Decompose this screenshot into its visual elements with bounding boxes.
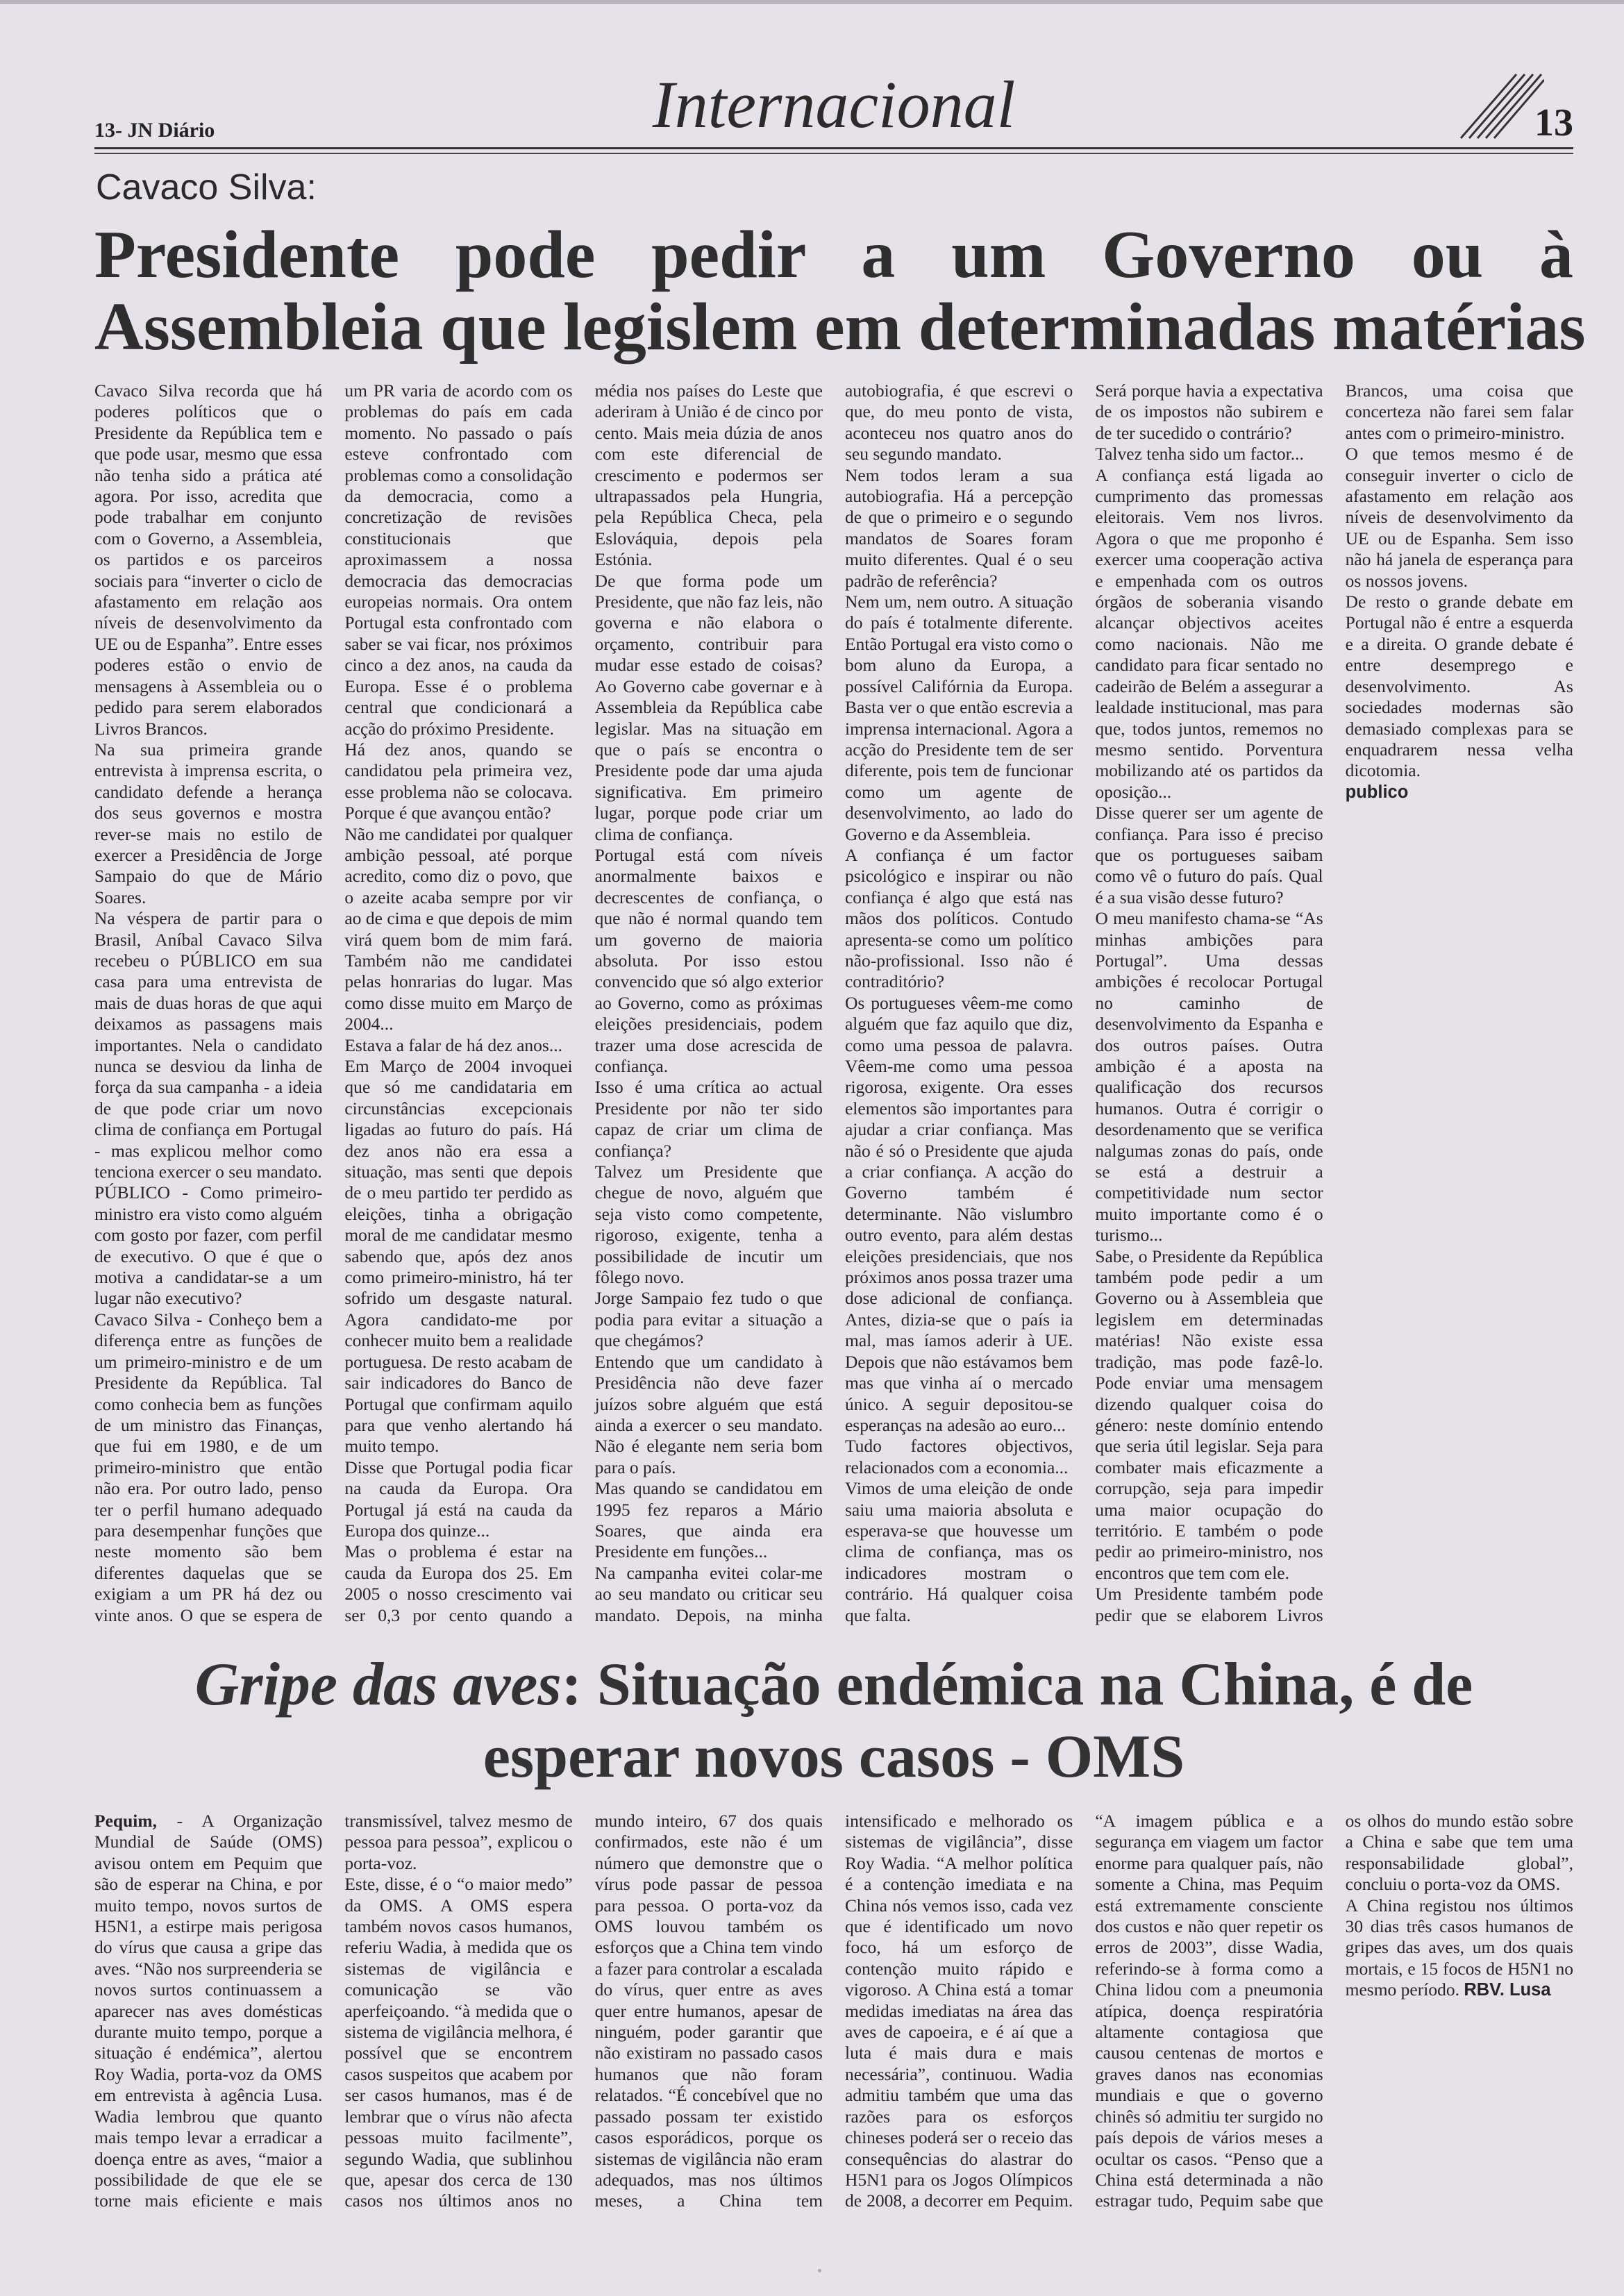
- article-paragraph: De resto o grande debate em Portugal não é entre a esquerda e a direita. O grande debate é entre desemprego e desenvolvimento. As sociedades modernas são demasiado complexas para se enquadrarem nessa velha dicotomia.: [1345, 592, 1573, 781]
- article-paragraph: Na véspera de partir para o Brasil, Aníbal Cavaco Silva recebeu o PÚBLICO em sua casa para uma entrevista de mais de duas horas de que aqui deixamos as passagens mais importantes. Nela o candidato nunca se desviou da linha de força da sua campanha - a ideia de que pode criar um novo clima de confiança em Portugal - mas explicou melhor como tenciona exercer o seu mandato.: [94, 908, 323, 1182]
- article-paragraph: O que temos mesmo é de conseguir inverter o ciclo de afastamento em relação aos níveis de desenvolvimento da UE ou de Espanha. Sem isso não há janela de esperança para os nossos jovens.: [1345, 444, 1573, 591]
- article-signature: RBV. Lusa: [1464, 1980, 1551, 2000]
- masthead-rule-secondary: [94, 153, 1573, 154]
- article-paragraph: Isso é uma crítica ao actual Presidente por não ter sido capaz de criar um clima de confiança?: [594, 1077, 823, 1161]
- article-paragraph: Há dez anos, quando se candidatou pela primeira vez, esse problema não se colocava. Porque é que avançou então?: [344, 739, 573, 823]
- article-paragraph: Nem todos leram a sua autobiografia. Há a percepção de que o primeiro e o segundo mandatos de Soares foram muito diferentes. Qual é o seu padrão de referência?: [844, 464, 1073, 591]
- article-paragraph: Tudo factores objectivos, relacionados com a economia...: [844, 1436, 1073, 1477]
- article-paragraph: Sabe, o Presidente da República também pode pedir a um Governo ou à Assembleia que legislem em determinadas matérias! Não existe essa tradição, mas pode fazê-lo. Pode enviar uma mensagem dizendo qualquer coisa do género: neste domínio entendo que seria útil legislar. Seja para combater mais eficazmente a corrupção, seja para impedir uma maior ocupação do território. E também o pode pedir ao primeiro-ministro, nos encontros que tem com ele.: [1095, 1246, 1323, 1583]
- article-paragraph: Mas o problema é estar na cauda da Europa dos 25. Em 2005 o nosso crescimento vai ser 0,3 por cento quando a média nos países do Leste que aderiram à União é de cinco por cento. Mais meia dúzia de anos com este diferencial de crescimento e podermos ser ultrapassados pela Hungria, pela República Checa, pela Eslováquia, depois pela Estónia.: [344, 380, 823, 1625]
- article-paragraph: Disse que Portugal podia ficar na cauda da Europa. Ora Portugal já está na cauda da Europa dos quinze...: [344, 1457, 573, 1541]
- headline-line: Assembleia que legislem em determinadas matérias: [94, 290, 1586, 364]
- headline-topic: Gripe das aves: [194, 1651, 562, 1718]
- article-paragraph: Em Março de 2004 invoquei que só me candidataria em circunstâncias excepcionais ligadas ao futuro do país. Há dez anos não era essa a situação, mas senti que depois de o meu partido ter perdido as eleições, tinha a obrigação moral de me candidatar mesmo sabendo que, após dez anos como primeiro-ministro, há ter sofrido um desgaste natural. Agora candidato-me por conhecer muito bem a realidade portuguesa. De resto acabam de sair indicadores do Banco de Portugal que confirmam aquilo para que venho alertando há muito tempo.: [344, 1056, 573, 1457]
- article-signature: publico: [1345, 782, 1409, 802]
- article-paragraph: Portugal está com níveis anormalmente baixos e decrescentes de confiança, o que não é normal quando tem um governo de maioria absoluta. Por isso estou convencido que só algo exterior ao Governo, como as próximas eleições presidenciais, podem trazer uma dose acrescida de confiança.: [594, 844, 823, 1076]
- article-paragraph: Estava a falar de há dez anos...: [344, 1034, 562, 1055]
- second-article-headline: [94, 1649, 1573, 1793]
- article-paragraph: A confiança está ligada ao cumprimento das promessas eleitorais. Vem nos livros. Agora o que me proponho é exercer uma cooperação activa e empenhada com os outros órgãos de soberania visando alcançar objectivos aceites como nacionais. Não me candidato para ficar sentado no cadeirão de Belém a assegurar a lealdade institucional, mas para que, todos juntos, rememos no mesmo sentido. Porventura mobilizando até os partidos da oposição...: [1095, 464, 1323, 802]
- article-paragraph: A confiança é um factor psicológico e inspirar ou não confiança é algo que está nas mãos dos políticos. Contudo apresenta-se como um político não-profissional. Isso não é contraditório?: [844, 844, 1073, 992]
- article-final-paragraph: [1346, 782, 1573, 803]
- article-paragraph-text: - A Organização Mundial de Saúde (OMS) avisou ontem em Pequim que são de esperar na China, e por muito tempo, novos surtos de H5N1, a estirpe mais perigosa do vírus que causa a gripe das aves. “Não nos surpreenderia se novos surtos continuassem a aparecer nas aves domésticas durante muito tempo, porque a situação é endémica”, alertou Roy Wadia, porta-voz da OMS em entrevista à agência Lusa. Wadia lembrou que quanto mais tempo levar a erradicar a doença entre as aves, “maior a possibilidade de que ele se torne mais eficiente e mais transmissível, talvez mesmo de pessoa para pessoa”, explicou o porta-voz.: [94, 1811, 573, 2211]
- article-paragraph: Nem um, nem outro. A situação do país é totalmente diferente. Então Portugal era visto como o bom aluno da Europa, a possível Califórnia da Europa. Basta ver o que então escrevia a imprensa internacional. Agora a acção do Presidente tem de ser diferente, pois tem de funcionar como um agente de desenvolvimento, ao lado do Governo e da Assembleia.: [844, 592, 1073, 844]
- article-paragraph: Talvez um Presidente que chegue de novo, alguém que seja visto como competente, rigoroso, exigente, tenha a possibilidade de incutir um fôlego novo.: [594, 1162, 823, 1288]
- dateline: Pequim,: [94, 1811, 157, 1831]
- article-paragraph: De que forma pode um Presidente, que não faz leis, não governa e não elabora o orçamento, contribuir para mudar esse estado de coisas? Ao Governo cabe governar e à Assembleia da República cabe legislar. Mas na situação em que o país se encontra o Presidente pode dar uma ajuda significativa. Em primeiro lugar, porque pode criar um clima de confiança.: [594, 570, 823, 844]
- article-kicker: Cavaco Silva:: [96, 167, 317, 208]
- article-paragraph: Este, disse, é o “o maior medo” da OMS. A OMS espera também novos casos humanos, referiu Wadia, à medida que os sistemas de vigilância e comunicação se vão aperfeiçoando. “à medida que o sistema de vigilância melhora, é possível que se encontrem casos suspeitos que acabem por ser casos humanos, mas é de lembrar que o vírus não afecta pessoas muito facilmente”, segundo Wadia, que sublinhou que, apesar dos cerca de 130 casos nos últimos anos no mundo inteiro, 67 dos quais confirmados, este não é um número que demonstre que o vírus pode passar de pessoa para pessoa. O porta-voz da OMS louvou também os esforços que a China tem vindo a fazer para controlar a escalada do vírus, quer entre as aves quer entre humanos, apesar de ninguém, poder garantir que não existiram no passado casos humanos que não foram relatados. “É concebível que no passado possam ter existido casos esporádicos, porque os sistemas de vigilância não eram adequados, mas nos últimos meses, a China tem intensificado e melhorado os sistemas de vigilância”, disse Roy Wadia. “A melhor política é a contenção imediata e na China nós vemos isso, cada vez que é identificado um novo foco, há um esforço de contenção muito rápido e vigoroso. A China está a tomar medidas imediatas na área das aves de capoeira, e é aí que a luta é mais dura e mais necessária”, continuou. Wadia admitiu também que uma das razões para os esforços chineses poderá ser o receio das consequências do alastrar do H5N1 para os Jogos Olímpicos de 2008, a decorrer em Pequim. “A imagem pública e a segurança em viagem um factor enorme para qualquer país, não somente a China, mas Pequim está extremamente consciente dos custos e não quer repetir os erros de 2003”, disse Wadia, referindo-se à forma como a China lidou com a pneumonia atípica, doença respiratória altamente contagiosa que causou centenas de mortos e graves danos nas economias mundiais e que o governo chinês só admitiu ter surgido no país depois de vários meses a ocultar os casos. “Penso que a China está determinada a não estragar tudo, Pequim sabe que os olhos do mundo estão sobre a China e sabe que tem uma responsabilidade global”, concluiu o porta-voz da OMS.: [344, 1811, 1573, 2211]
- diagonal-stripes-icon: [1454, 72, 1544, 141]
- article-paragraph: Um Presidente também pode pedir que se elaborem Livros Brancos, uma coisa que concerteza não farei sem falar antes com o primeiro-ministro.: [1095, 380, 1573, 1625]
- second-article-body: [94, 1811, 1573, 2227]
- article-paragraph: Vimos de uma eleição de onde saiu uma maioria absoluta e esperava-se que houvesse um clima de confiança, mas os indicadores mostram o contrário. Há qualquer coisa que falta.: [844, 1478, 1073, 1625]
- article-paragraph: Na campanha evitei colar-me ao seu mandato ou criticar seu mandato. Depois, na minha autobiografia, é que escrevi o que, do meu ponto de vista, aconteceu nos quatro anos do seu segundo mandato.: [594, 380, 1073, 1625]
- article-paragraph: Os portugueses vêem-me como alguém que faz aquilo que diz, como uma pessoa de palavra. Vêem-me como uma pessoa rigorosa, exigente. Ora esses elementos são importantes para ajudar a criar confiança. Mas não é só o Presidente que ajuda a criar confiança. A acção do Governo também é determinante. Não vislumbro outro evento, para além destas eleições presidenciais, que nos próximos anos possa trazer uma dose adicional de confiança. Antes, dizia-se que o país ia mal, mas íamos aderir à UE. Depois que não estávamos bem mas que vinha aí o mercado único. A seguir depositou-se esperanças na adesão ao euro...: [844, 992, 1073, 1435]
- page-label: 13- JN Diário: [94, 119, 215, 142]
- page-top-edge: [0, 0, 1624, 4]
- page-mark: [818, 2269, 821, 2272]
- headline-line: Presidente pode pedir a um Governo ou à: [94, 217, 1573, 292]
- article-paragraph: Disse querer ser um agente de confiança. Para isso é preciso que os portugueses saibam como vê o futuro do país. Qual é a sua visão desse futuro?: [1095, 803, 1323, 907]
- page-number: 13: [1534, 101, 1573, 144]
- article-paragraph: Cavaco Silva recorda que há poderes políticos que o Presidente da República tem e que pode usar, mesmo que essa não tenha sido a prática até agora. Por isso, acredita que pode trabalhar em conjunto com o Governo, a Assembleia, os partidos e os parceiros sociais para “inverter o ciclo de afastamento em relação aos níveis de desenvolvimento da UE ou de Espanha”. Entre esses poderes estão o envio de mensagens à Assembleia ou o pedido para serem elaborados Livros Brancos.: [94, 380, 323, 739]
- masthead: [94, 66, 1573, 156]
- article-paragraph: Na sua primeira grande entrevista à imprensa escrita, o candidato defende a herança dos seus governos e mostra rever-se mais no estilo de exercer a Presidência de Jorge Sampaio do que de Mário Soares.: [94, 739, 323, 907]
- article-paragraph: Será porque havia a expectativa de os impostos não subirem e de ter sucedido o contrário?: [1095, 380, 1323, 443]
- article-paragraph-text: A China registou nos últimos 30 dias três casos humanos de gripes das aves, um dos quais mortais, e 15 focos de H5N1 no mesmo período.: [1345, 1895, 1573, 2000]
- article-paragraph: PÚBLICO - Como primeiro-ministro era visto como alguém com gosto por fazer, com perfil de executivo. O que é que o motiva a candidatar-se a um lugar não executivo?: [94, 1182, 323, 1309]
- masthead-rule: [94, 147, 1573, 149]
- article-final-paragraph: [1346, 1895, 1573, 2001]
- article-headline: [94, 217, 1586, 364]
- article-paragraph: Mas quando se candidatou em 1995 fez reparos a Mário Soares, que ainda era Presidente em funções...: [594, 1478, 823, 1562]
- section-title: Internacional: [652, 67, 1016, 142]
- article-paragraph: Entendo que um candidato à Presidência não deve fazer juízos sobre alguém que está ainda a exercer o seu mandato. Não é elegante nem seria bom para o país.: [594, 1351, 823, 1477]
- article-paragraph: Não me candidatei por qualquer ambição pessoal, até porque acredito, como diz o povo, que o azeite acaba sempre por vir ao de cima e que depois de mim virá quem bom de mim fará. Também não me candidatei pelas honrarias do lugar. Mas como disse muito em Março de 2004...: [344, 823, 573, 1034]
- headline-rest: : Situação endémica na China, é de esperar novos casos - OMS: [483, 1651, 1473, 1791]
- article-paragraph: O meu manifesto chama-se “As minhas ambições para Portugal”. Uma dessas ambições é recolocar Portugal no caminho de desenvolvimento da Espanha e dos outros países. Outra ambição é a aposta na qualificação dos recursos humanos. Outra é corrigir o desordenamento que se verifica nalgumas zonas do país, onde se está a destruir a competitividade num sector muito importante como é o turismo...: [1095, 908, 1323, 1246]
- article-paragraph: Talvez tenha sido um factor...: [1095, 444, 1304, 464]
- article-paragraph: Cavaco Silva - Conheço bem a diferença entre as funções de um primeiro-ministro e de um Presidente da República. Tal como conhecia bem as funções de um ministro das Finanças, que fui em 1980, e de um primeiro-ministro que então não era. Por outro lado, penso ter o perfil humano adequado para desempenhar funções que neste momento são bem diferentes daquelas que se exigiam a um PR há dez ou vinte anos. O que se espera de um PR varia de acordo com os problemas do país em cada momento. No passado o país esteve confrontado com problemas como a consolidação da democracia, como a concretização de revisões constitucionais que aproximassem a nossa democracia das democracias europeias normais. Ora ontem Portugal esta confrontado com saber se vai ficar, nos próximos cinco a dez anos, na cauda da Europa. Esse é o problema central que condicionará a acção do próximo Presidente.: [94, 380, 573, 1625]
- article-paragraph: Jorge Sampaio fez tudo o que podia para evitar a situação a que chegámos?: [594, 1288, 823, 1351]
- article-body: [94, 380, 1573, 1645]
